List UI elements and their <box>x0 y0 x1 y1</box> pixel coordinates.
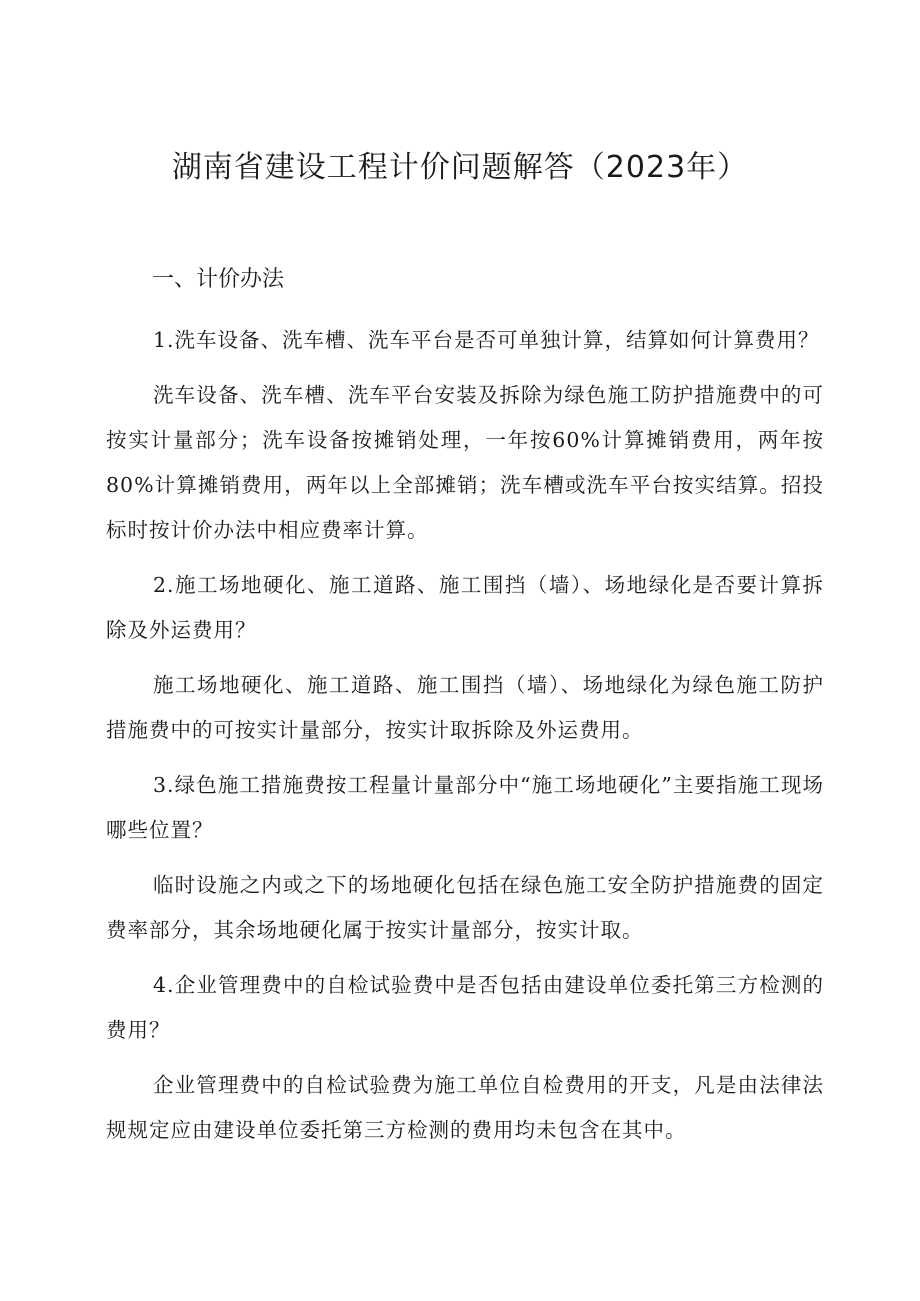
question-3: 3.绿色施工措施费按工程量计量部分中“施工场地硬化”主要指施工现场哪些位置？ <box>106 773 824 842</box>
question-2: 2.施工场地硬化、施工道路、施工围挡（墙）、场地绿化是否要计算拆除及外运费用？ <box>106 573 824 642</box>
answer-2: 施工场地硬化、施工道路、施工围挡（墙）、场地绿化为绿色施工防护措施费中的可按实计量部分，按实计取拆除及外运费用。 <box>106 673 824 742</box>
question-1: 1.洗车设备、洗车槽、洗车平台是否可单独计算，结算如何计算费用？ <box>153 328 820 352</box>
answer-3: 临时设施之内或之下的场地硬化包括在绿色施工安全防护措施费的固定费率部分，其余场地硬化属于按实计量部分，按实计取。 <box>106 873 824 942</box>
qa-content <box>106 318 824 1163</box>
answer-1: 洗车设备、洗车槽、洗车平台安装及拆除为绿色施工防护措施费中的可按实计量部分；洗车设备按摊销处理，一年按60%计算摊销费用，两年按80%计算摊销费用，两年以上全部摊销；洗车槽或洗车平台按实结算。招投标时按计价办法中相应费率计算。 <box>106 383 824 542</box>
question-4: 4.企业管理费中的自检试验费中是否包括由建设单位委托第三方检测的费用？ <box>106 973 824 1042</box>
answer-4: 企业管理费中的自检试验费为施工单位自检费用的开支，凡是由法律法规规定应由建设单位委托第三方检测的费用均未包含在其中。 <box>106 1073 824 1142</box>
document-title: 湖南省建设工程计价问题解答（2023年） <box>171 150 749 185</box>
section-heading: 一、计价办法 <box>152 267 285 292</box>
